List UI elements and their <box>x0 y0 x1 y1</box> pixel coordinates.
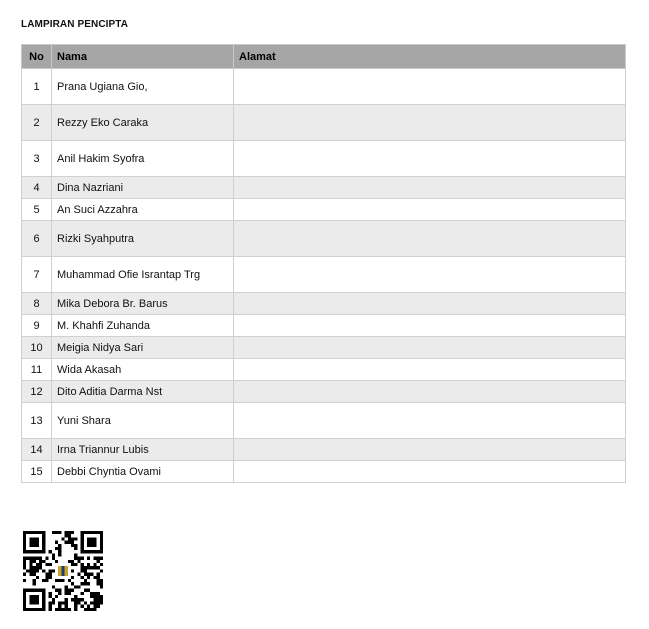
cell-nama: M. Khahfi Zuhanda <box>52 315 234 337</box>
cell-alamat <box>234 105 626 141</box>
table-row <box>22 69 626 105</box>
cell-alamat <box>234 69 626 105</box>
table-row <box>22 141 626 177</box>
cell-no: 14 <box>22 439 52 461</box>
cell-no: 12 <box>22 381 52 403</box>
cell-nama: Debbi Chyntia Ovami <box>52 461 234 483</box>
qr-code-icon <box>23 531 103 611</box>
cell-no: 13 <box>22 403 52 439</box>
cell-no: 1 <box>22 69 52 105</box>
cell-nama: Yuni Shara <box>52 403 234 439</box>
cell-no: 10 <box>22 337 52 359</box>
cell-alamat <box>234 337 626 359</box>
cell-nama: Muhammad Ofie Israntap Trg <box>52 257 234 293</box>
cell-alamat <box>234 381 626 403</box>
cell-nama: Dito Aditia Darma Nst <box>52 381 234 403</box>
cell-no: 7 <box>22 257 52 293</box>
cell-nama: Rezzy Eko Caraka <box>52 105 234 141</box>
table-row <box>22 461 626 483</box>
table-row <box>22 403 626 439</box>
page-title: LAMPIRAN PENCIPTA <box>21 19 129 30</box>
cell-nama: Irna Triannur Lubis <box>52 439 234 461</box>
table-row <box>22 199 626 221</box>
cell-alamat <box>234 439 626 461</box>
cell-nama: An Suci Azzahra <box>52 199 234 221</box>
table-row <box>22 177 626 199</box>
table-row <box>22 293 626 315</box>
cell-alamat <box>234 141 626 177</box>
table-row <box>22 439 626 461</box>
cell-alamat <box>234 177 626 199</box>
table-header-row <box>22 45 626 69</box>
header-alamat: Alamat <box>234 45 626 69</box>
table-row <box>22 315 626 337</box>
cell-nama: Mika Debora Br. Barus <box>52 293 234 315</box>
cell-no: 9 <box>22 315 52 337</box>
cell-alamat <box>234 359 626 381</box>
cell-alamat <box>234 199 626 221</box>
cell-nama: Wida Akasah <box>52 359 234 381</box>
cell-no: 8 <box>22 293 52 315</box>
cell-alamat <box>234 315 626 337</box>
table-row <box>22 257 626 293</box>
cell-nama: Dina Nazriani <box>52 177 234 199</box>
cell-no: 5 <box>22 199 52 221</box>
cell-no: 3 <box>22 141 52 177</box>
cell-no: 4 <box>22 177 52 199</box>
table-row <box>22 381 626 403</box>
cell-nama: Anil Hakim Syofra <box>52 141 234 177</box>
cell-no: 6 <box>22 221 52 257</box>
cell-nama: Rizki Syahputra <box>52 221 234 257</box>
cell-alamat <box>234 403 626 439</box>
cell-no: 11 <box>22 359 52 381</box>
cell-nama: Meigia Nidya Sari <box>52 337 234 359</box>
table-row <box>22 359 626 381</box>
creator-table <box>21 44 626 483</box>
cell-nama: Prana Ugiana Gio, <box>52 69 234 105</box>
cell-alamat <box>234 293 626 315</box>
cell-alamat <box>234 257 626 293</box>
cell-alamat <box>234 221 626 257</box>
table-row <box>22 337 626 359</box>
table-row <box>22 105 626 141</box>
cell-no: 2 <box>22 105 52 141</box>
cell-no: 15 <box>22 461 52 483</box>
cell-alamat <box>234 461 626 483</box>
header-no: No <box>22 45 52 69</box>
header-nama: Nama <box>52 45 234 69</box>
table-row <box>22 221 626 257</box>
